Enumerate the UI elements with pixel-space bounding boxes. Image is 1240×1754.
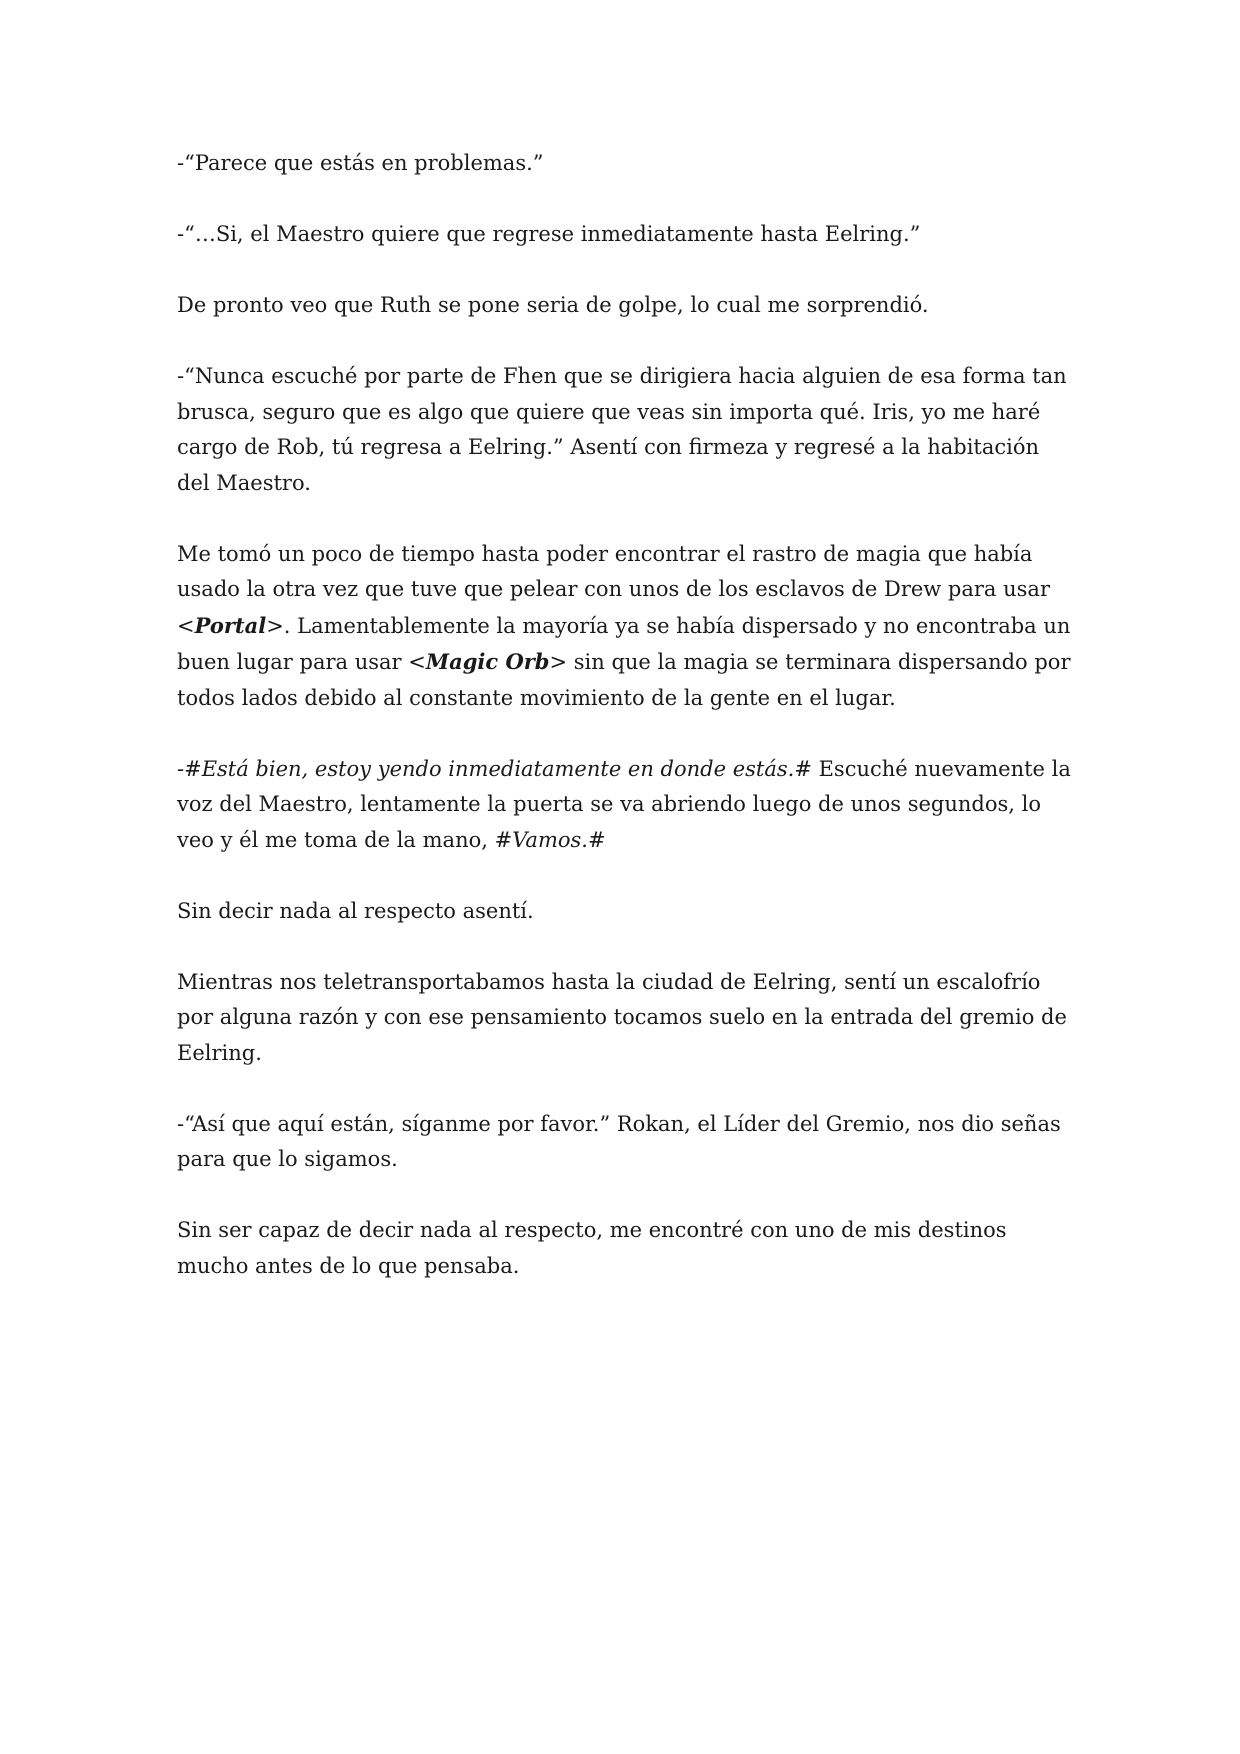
document-page bbox=[177, 146, 1077, 1320]
telepathic-message: #Vamos.# bbox=[494, 827, 606, 852]
text-segment: Sin decir nada al respecto asentí. bbox=[177, 898, 534, 923]
text-segment: -“…Si, el Maestro quiere que regrese inmediatamente hasta Eelring.” bbox=[177, 222, 921, 246]
paragraph-9 bbox=[177, 1107, 1077, 1178]
spell-name-portal: Portal bbox=[194, 612, 267, 638]
text-segment: Mientras nos teletransportabamos hasta la ciudad de Eelring, sentí un escalofrío por alguna razón y con ese pensamiento tocamos suelo en la entrada del gremio de Eelring. bbox=[177, 969, 1067, 1065]
paragraph-4 bbox=[177, 359, 1077, 501]
paragraph-1 bbox=[177, 146, 1077, 182]
text-segment: -“Nunca escuché por parte de Fhen que se dirigiera hacia alguien de esa forma tan brusca, seguro que es algo que quiere que veas sin importa qué. Iris, yo me haré cargo de Rob, tú regresa a Eelring.” Asentí con firmeza y regresé a la habitación del Maestro. bbox=[177, 364, 1067, 495]
paragraph-3 bbox=[177, 288, 1077, 324]
paragraph-10 bbox=[177, 1213, 1077, 1284]
text-segment: >. Lamentablemente la mayoría ya se había dispersado y no encontraba un buen lugar para usar < bbox=[177, 613, 1071, 674]
paragraph-7 bbox=[177, 894, 1077, 930]
paragraph-2 bbox=[177, 217, 1077, 253]
paragraph-6 bbox=[177, 752, 1077, 859]
text-segment: -“Parece que estás en problemas.” bbox=[177, 151, 544, 175]
text-segment: -“Así que aquí están, síganme por favor.” Rokan, el Líder del Gremio, nos dio señas para que lo sigamos. bbox=[177, 1111, 1061, 1171]
paragraph-8 bbox=[177, 965, 1077, 1072]
spell-name-magic-orb: Magic Orb bbox=[425, 649, 550, 674]
text-segment: Escuché nuevamente la voz del Maestro, lentamente la puerta se va abriendo luego de unos segundos, lo veo y él me toma de la mano, bbox=[177, 756, 1071, 852]
paragraph-5 bbox=[177, 537, 1077, 717]
text-segment: Sin ser capaz de decir nada al respecto, me encontré con uno de mis destinos mucho antes de lo que pensaba. bbox=[177, 1218, 1007, 1278]
text-segment: Me tomó un poco de tiempo hasta poder encontrar el rastro de magia que había usado la otra vez que tuve que pelear con unos de los esclavos de Drew para usar < bbox=[177, 541, 1050, 638]
telepathic-message: -#Está bien, estoy yendo inmediatamente en donde estás.# bbox=[177, 756, 812, 781]
text-segment: > sin que la magia se terminara dispersando por todos lados debido al constante movimiento de la gente en el lugar. bbox=[177, 650, 1071, 710]
text-segment: De pronto veo que Ruth se pone seria de golpe, lo cual me sorprendió. bbox=[177, 293, 929, 317]
